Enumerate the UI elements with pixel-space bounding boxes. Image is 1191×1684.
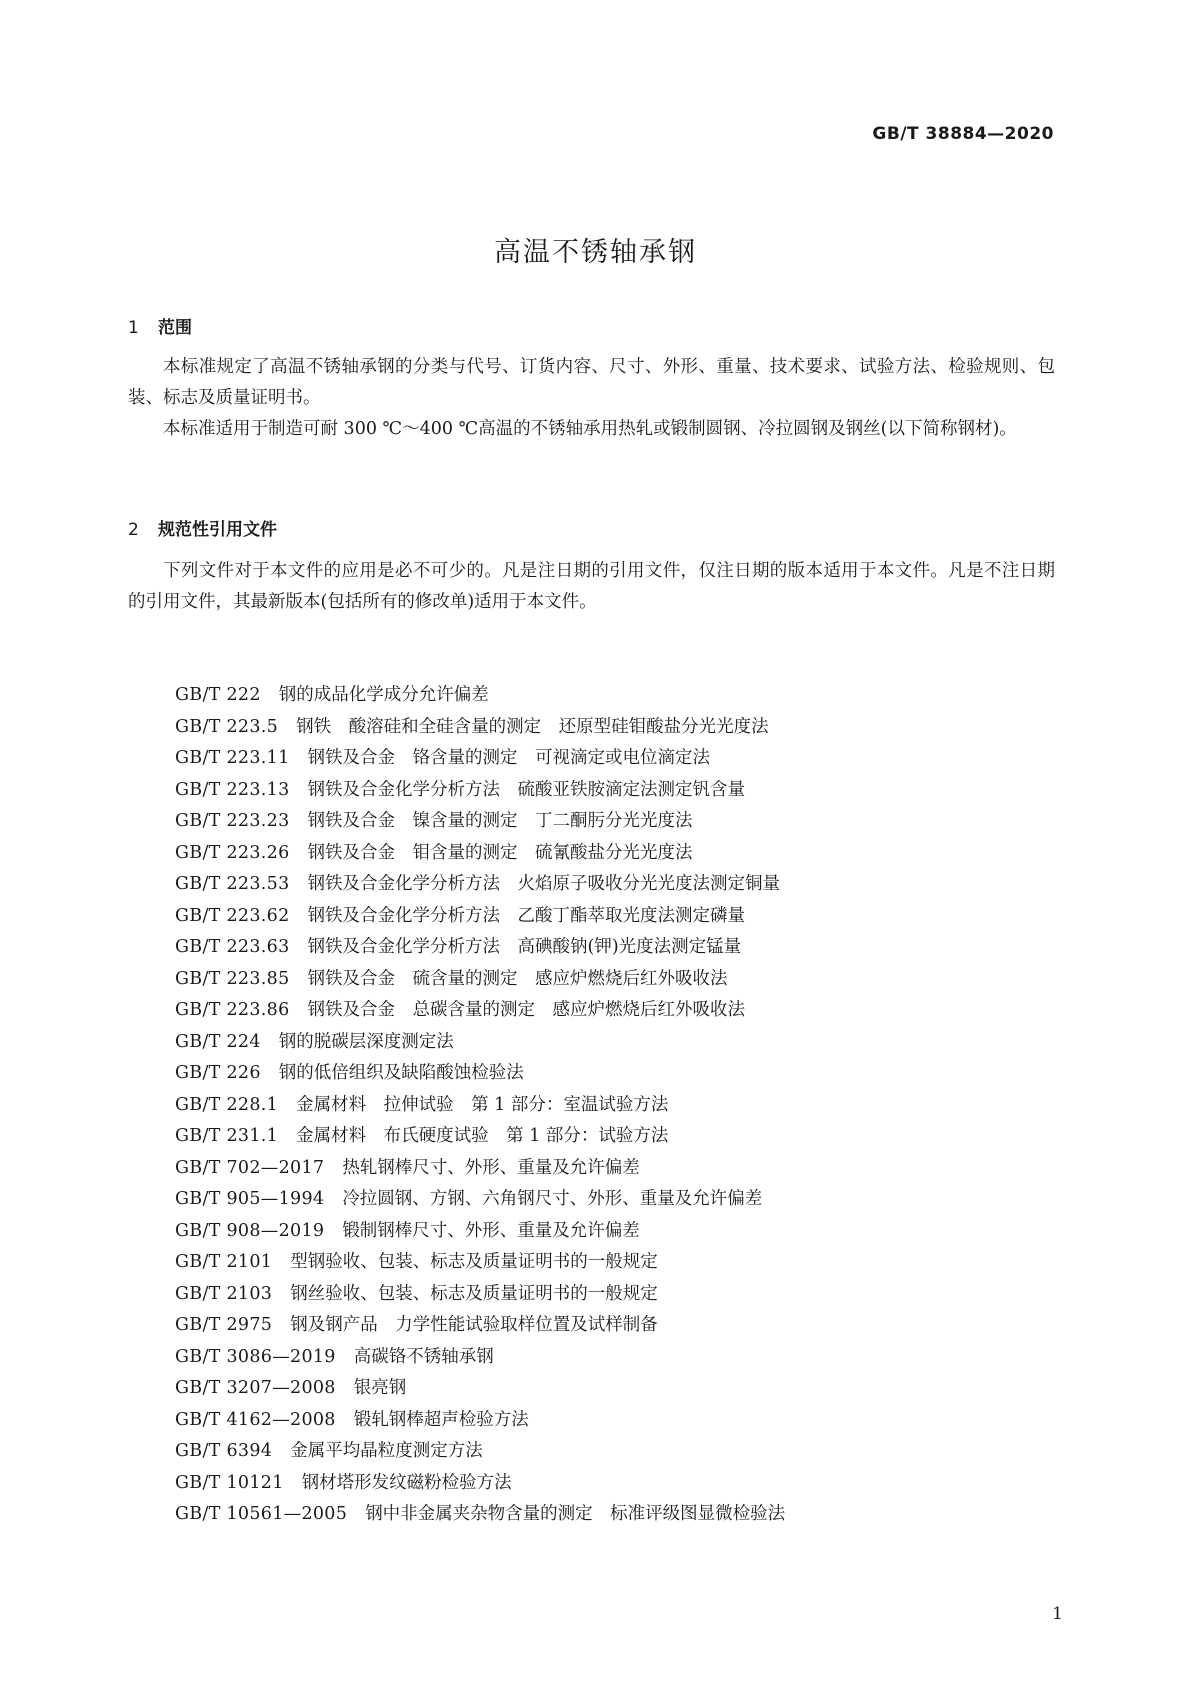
reference-title: 钢铁及合金 钼含量的测定 硫氰酸盐分光光度法 (307, 842, 693, 863)
reference-title: 钢铁及合金 铬含量的测定 可视滴定或电位滴定法 (307, 748, 711, 768)
reference-code: GB/T 223.62 (175, 905, 290, 926)
reference-item (175, 1468, 785, 1500)
reference-item (175, 743, 785, 775)
reference-code: GB/T 3086—2019 (175, 1346, 336, 1367)
reference-code: GB/T 905—1994 (175, 1189, 325, 1209)
section-1-heading (128, 313, 192, 338)
reference-title: 金属材料 布氏硬度试验 第 1 部分：试验方法 (296, 1126, 669, 1146)
reference-item (175, 1058, 785, 1090)
reference-title: 型钢验收、包装、标志及质量证明书的一般规定 (290, 1252, 658, 1272)
reference-code: GB/T 2103 (175, 1283, 273, 1304)
reference-code: GB/T 2975 (175, 1315, 273, 1335)
reference-title: 钢及钢产品 力学性能试验取样位置及试样制备 (290, 1315, 658, 1335)
section-2-heading (128, 515, 277, 540)
reference-title: 钢的脱碳层深度测定法 (278, 1031, 454, 1052)
section-2-intro: 下列文件对于本文件的应用是必不可少的。凡是注日期的引用文件，仅注日期的版本适用于本文件。凡是不注日期的引用文件，其最新版本(包括所有的修改单)适用于本文件。 (128, 561, 1055, 612)
reference-title: 钢铁及合金 镍含量的测定 丁二酮肟分光光度法 (307, 811, 693, 831)
reference-code: GB/T 2101 (175, 1252, 273, 1272)
reference-code: GB/T 10561—2005 (175, 1504, 348, 1524)
reference-item (175, 680, 785, 712)
reference-title: 银亮钢 (353, 1378, 407, 1398)
reference-list (175, 680, 785, 1531)
reference-item (175, 1184, 785, 1216)
reference-item (175, 1247, 785, 1279)
reference-code: GB/T 224 (175, 1031, 261, 1052)
reference-code: GB/T 231.1 (175, 1126, 279, 1146)
reference-code: GB/T 3207—2008 (175, 1378, 336, 1398)
standard-code: GB/T 38884—2020 (872, 124, 1054, 144)
reference-item (175, 1405, 785, 1437)
reference-item (175, 964, 785, 996)
reference-item (175, 932, 785, 964)
section-1-paragraph-1: 本标准规定了高温不锈轴承钢的分类与代号、订货内容、尺寸、外形、重量、技术要求、试验方法、检验规则、包装、标志及质量证明书。 (128, 357, 1055, 408)
reference-item (175, 901, 785, 933)
section-1-paragraph-2: 本标准适用于制造可耐 300 ℃～400 ℃高温的不锈轴承用热轧或锻制圆钢、冷拉圆钢及钢丝(以下简称钢材)。 (163, 419, 1017, 439)
reference-code: GB/T 10121 (175, 1472, 284, 1493)
reference-code: GB/T 223.26 (175, 842, 290, 863)
page-number: 1 (1052, 1604, 1063, 1624)
reference-item (175, 1436, 785, 1468)
reference-item (175, 1121, 785, 1153)
reference-item (175, 995, 785, 1027)
reference-code: GB/T 223.63 (175, 937, 290, 957)
reference-title: 钢的成品化学成分允许偏差 (278, 685, 489, 705)
reference-item (175, 1027, 785, 1059)
reference-title: 钢中非金属夹杂物含量的测定 标准评级图显微检验法 (365, 1504, 786, 1524)
reference-title: 冷拉圆钢、方钢、六角钢尺寸、外形、重量及允许偏差 (342, 1189, 763, 1209)
reference-code: GB/T 222 (175, 685, 261, 705)
reference-item (175, 1373, 785, 1405)
section-2-title: 规范性引用文件 (158, 520, 277, 540)
reference-title: 钢铁及合金化学分析方法 硫酸亚铁胺滴定法测定钒含量 (307, 779, 746, 800)
reference-code: GB/T 908—2019 (175, 1220, 325, 1241)
document-title: 高温不锈轴承钢 (494, 237, 697, 268)
reference-item (175, 1279, 785, 1311)
reference-title: 钢铁及合金化学分析方法 火焰原子吸收分光光度法测定铜量 (307, 874, 781, 894)
reference-code: GB/T 223.86 (175, 1000, 290, 1020)
reference-item (175, 1342, 785, 1374)
reference-title: 钢材塔形发纹磁粉检验方法 (301, 1472, 512, 1493)
reference-title: 金属平均晶粒度测定方法 (290, 1441, 483, 1461)
reference-code: GB/T 223.5 (175, 716, 279, 737)
reference-title: 锻轧钢棒超声检验方法 (353, 1409, 529, 1430)
reference-item (175, 869, 785, 901)
section-1-title: 范围 (158, 318, 192, 338)
section-1-number: 1 (128, 318, 139, 338)
reference-code: GB/T 6394 (175, 1441, 273, 1461)
reference-title: 锻制钢棒尺寸、外形、重量及允许偏差 (342, 1220, 640, 1241)
reference-item (175, 1090, 785, 1122)
reference-title: 钢铁 酸溶硅和全硅含量的测定 还原型硅钼酸盐分光光度法 (296, 716, 769, 737)
reference-code: GB/T 223.85 (175, 968, 290, 989)
reference-code: GB/T 223.13 (175, 779, 290, 800)
reference-code: GB/T 4162—2008 (175, 1409, 336, 1430)
reference-code: GB/T 223.23 (175, 811, 290, 831)
reference-title: 钢铁及合金化学分析方法 高碘酸钠(钾)光度法测定锰量 (307, 937, 742, 957)
reference-item (175, 1499, 785, 1531)
reference-title: 金属材料 拉伸试验 第 1 部分：室温试验方法 (296, 1094, 669, 1115)
reference-item (175, 1310, 785, 1342)
reference-code: GB/T 226 (175, 1063, 261, 1083)
reference-title: 钢的低倍组织及缺陷酸蚀检验法 (278, 1063, 524, 1083)
reference-item (175, 775, 785, 807)
reference-code: GB/T 228.1 (175, 1094, 279, 1115)
reference-item (175, 712, 785, 744)
reference-code: GB/T 223.11 (175, 748, 290, 768)
reference-item (175, 1153, 785, 1185)
reference-title: 钢铁及合金 硫含量的测定 感应炉燃烧后红外吸收法 (307, 968, 728, 989)
reference-code: GB/T 223.53 (175, 874, 290, 894)
reference-title: 钢铁及合金 总碳含量的测定 感应炉燃烧后红外吸收法 (307, 1000, 746, 1020)
reference-item (175, 1216, 785, 1248)
reference-item (175, 838, 785, 870)
section-2-number: 2 (128, 520, 139, 540)
reference-item (175, 806, 785, 838)
reference-code: GB/T 702—2017 (175, 1157, 325, 1178)
reference-title: 热轧钢棒尺寸、外形、重量及允许偏差 (342, 1157, 640, 1178)
reference-title: 钢铁及合金化学分析方法 乙酸丁酯萃取光度法测定磷量 (307, 905, 746, 926)
reference-title: 钢丝验收、包装、标志及质量证明书的一般规定 (290, 1283, 658, 1304)
reference-title: 高碳铬不锈轴承钢 (353, 1346, 494, 1367)
